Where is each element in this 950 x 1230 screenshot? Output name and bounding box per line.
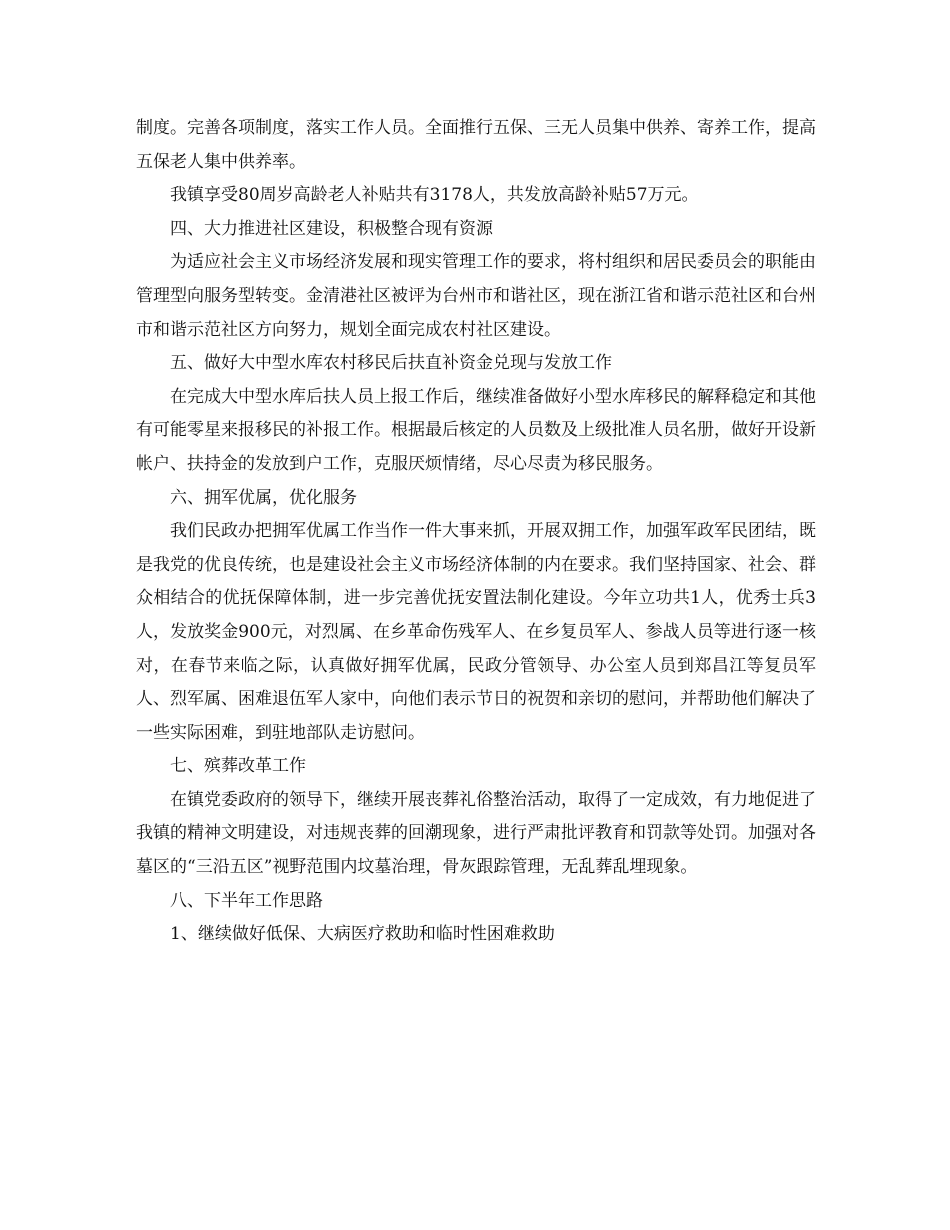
section-heading-5: 五、做好大中型水库农村移民后扶直补资金兑现与发放工作: [170, 353, 612, 374]
section-heading-4: 四、大力推进社区建设，积极整合现有资源: [170, 218, 493, 239]
paragraph-funeral: 在镇党委政府的领导下，继续开展丧葬礼俗整治活动，取得了一定成效，有力地促进了我镇的精神文明建设，对违规丧葬的回潮现象，进行严肃批评教育和罚款等处罚。加强对各墓区的“三沿五区”视野范围内坟墓治理，骨灰跟踪管理，无乱葬乱埋现象。: [136, 789, 816, 878]
list-item-1: 1、继续做好低保、大病医疗救助和临时性困难救助: [170, 924, 555, 945]
section-heading-7: 七、殡葬改革工作: [170, 756, 306, 777]
paragraph-reservoir: 在完成大中型水库后扶人员上报工作后，继续准备做好小型水库移民的解释稳定和其他有可能零星来报移民的补报工作。根据最后核定的人员数及上级批准人员名册，做好开设新帐户、扶持金的发放到户工作，克服厌烦情绪，尽心尽责为移民服务。: [136, 386, 816, 474]
document-body: [136, 112, 816, 952]
section-heading-6: 六、拥军优属，优化服务: [170, 487, 357, 508]
paragraph-elderly-subsidy: 我镇享受80周岁高龄老人补贴共有3178人，共发放高龄补贴57万元。: [170, 185, 699, 206]
paragraph-military: 我们民政办把拥军优属工作当作一件大事来抓，开展双拥工作，加强军政军民团结，既是我党的优良传统，也是建设社会主义市场经济体制的内在要求。我们坚持国家、社会、群众相结合的优抚保障体制，进一步完善优抚安置法制化建设。今年立功共1人，优秀士兵3人，发放奖金900元，对烈属、在乡革命伤残军人、在乡复员军人、参战人员等进行逐一核对，在春节来临之际，认真做好拥军优属，民政分管领导、办公室人员到郑昌江等复员军人、烈军属、困难退伍军人家中，向他们表示节日的祝贺和亲切的慰问，并帮助他们解决了一些实际困难，到驻地部队走访慰问。: [136, 521, 816, 743]
paragraph-continuation: 制度。完善各项制度，落实工作人员。全面推行五保、三无人员集中供养、寄养工作，提高五保老人集中供养率。: [136, 118, 816, 172]
section-heading-8: 八、下半年工作思路: [170, 890, 323, 911]
paragraph-community: 为适应社会主义市场经济发展和现实管理工作的要求，将村组织和居民委员会的职能由管理型向服务型转变。金清港社区被评为台州市和谐社区，现在浙江省和谐示范社区和台州市和谐示范社区方向努力，规划全面完成农村社区建设。: [136, 252, 816, 340]
